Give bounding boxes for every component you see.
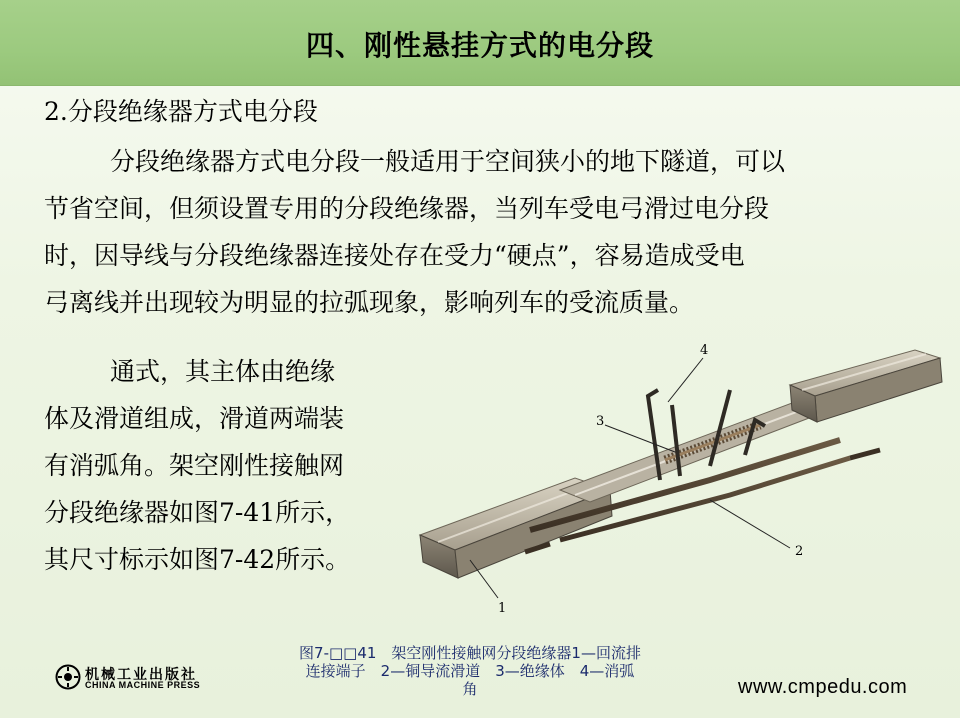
paragraph-2-line: 体及滑道组成，滑道两端装 [44, 404, 345, 433]
figure-label-4: 4 [700, 343, 709, 358]
paragraph-2-line: 通式，其主体由绝缘 [110, 357, 336, 386]
cmp-logo-icon [55, 664, 81, 690]
figure-label-3: 3 [596, 414, 605, 429]
paragraph-2-line: 其尺寸标示如图7-42所示。 [44, 545, 351, 574]
figure-label-2: 2 [795, 544, 804, 559]
section-insulator-figure [410, 330, 950, 630]
slide-title: 四、刚性悬挂方式的电分段 [305, 29, 654, 62]
paragraph-2-line: 有消弧角。架空刚性接触网 [44, 451, 345, 480]
paragraph-1-line: 分段绝缘器方式电分段一般适用于空间狭小的地下隧道，可以 [110, 147, 786, 176]
paragraph-1 [44, 138, 914, 326]
publisher-logo [55, 664, 235, 692]
paragraph-2 [44, 348, 404, 583]
paragraph-1-line: 时，因导线与分段绝缘器连接处存在受力“硬点”，容易造成受电 [44, 241, 745, 270]
right-beam [790, 350, 942, 422]
publisher-url: www.cmpedu.com [738, 676, 908, 698]
paragraph-1-line: 节省空间，但须设置专用的分段绝缘器，当列车受电弓滑过电分段 [44, 194, 770, 223]
caption-line: 角 [462, 680, 478, 698]
caption-line: 连接端子 2—铜导流滑道 3—绝缘体 4—消弧 [305, 662, 635, 680]
caption-line: 图7-□□41 架空刚性接触网分段绝缘器1—回流排 [299, 644, 641, 662]
figure-label-1: 1 [498, 601, 507, 616]
paragraph-2-line: 分段绝缘器如图7-41所示， [44, 498, 351, 527]
publisher-name-en: CHINA MACHINE PRESS [85, 680, 201, 690]
paragraph-1-line: 弓离线并出现较为明显的拉弧现象，影响列车的受流质量。 [44, 288, 695, 317]
title-bar [0, 0, 960, 86]
figure-caption [250, 644, 690, 698]
section-subheading: 2.分段绝缘器方式电分段 [44, 97, 318, 126]
publisher-name-cn: 机械工业出版社 [85, 667, 197, 683]
